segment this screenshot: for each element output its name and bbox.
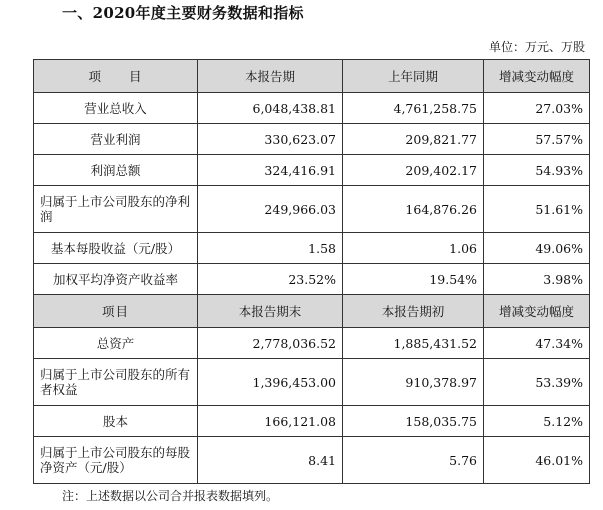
row-item: 归属于上市公司股东的所有者权益 [34, 359, 198, 406]
row-item: 总资产 [34, 328, 198, 359]
table-row [34, 124, 590, 155]
table-row [34, 93, 590, 124]
header-change: 增减变动幅度 [484, 60, 590, 93]
table-row [34, 155, 590, 186]
header-period-end: 本报告期末 [198, 295, 343, 328]
row-item: 归属于上市公司股东的净利润 [34, 186, 198, 233]
row-previous: 209,402.17 [343, 155, 484, 186]
row-change: 51.61% [484, 186, 590, 233]
row-previous: 1,885,431.52 [343, 328, 484, 359]
row-change: 27.03% [484, 93, 590, 124]
table-row [34, 359, 590, 406]
table-row [34, 328, 590, 359]
row-item: 股本 [34, 406, 198, 437]
header-current-period: 本报告期 [198, 60, 343, 93]
row-current: 6,048,438.81 [198, 93, 343, 124]
row-previous: 209,821.77 [343, 124, 484, 155]
row-change: 47.34% [484, 328, 590, 359]
row-previous: 1.06 [343, 233, 484, 264]
header-period-start: 本报告期初 [343, 295, 484, 328]
table-header-row [34, 60, 590, 93]
header-previous-period: 上年同期 [343, 60, 484, 93]
row-current: 330,623.07 [198, 124, 343, 155]
row-current: 8.41 [198, 437, 343, 484]
row-change: 46.01% [484, 437, 590, 484]
row-item: 加权平均净资产收益率 [34, 264, 198, 295]
row-current: 2,778,036.52 [198, 328, 343, 359]
row-current: 1.58 [198, 233, 343, 264]
row-change: 57.57% [484, 124, 590, 155]
row-current: 1,396,453.00 [198, 359, 343, 406]
row-previous: 19.54% [343, 264, 484, 295]
header-item: 项 目 [34, 60, 198, 93]
row-current: 23.52% [198, 264, 343, 295]
footnote: 注：上述数据以公司合并报表数据填列。 [62, 489, 279, 503]
table-row [34, 437, 590, 484]
section-title: 一、2020年度主要财务数据和指标 [62, 4, 304, 22]
unit-label: 单位：万元、万股 [488, 40, 585, 54]
row-change: 54.93% [484, 155, 590, 186]
row-change: 53.39% [484, 359, 590, 406]
row-change: 3.98% [484, 264, 590, 295]
row-previous: 158,035.75 [343, 406, 484, 437]
table-row [34, 264, 590, 295]
financial-data-table [33, 59, 590, 484]
row-item: 归属于上市公司股东的每股净资产（元/股） [34, 437, 198, 484]
row-current: 166,121.08 [198, 406, 343, 437]
row-item: 营业总收入 [34, 93, 198, 124]
row-change: 5.12% [484, 406, 590, 437]
row-item: 营业利润 [34, 124, 198, 155]
table-row [34, 406, 590, 437]
row-current: 324,416.91 [198, 155, 343, 186]
row-previous: 164,876.26 [343, 186, 484, 233]
row-change: 49.06% [484, 233, 590, 264]
row-previous: 5.76 [343, 437, 484, 484]
row-current: 249,966.03 [198, 186, 343, 233]
table-row [34, 186, 590, 233]
row-item: 基本每股收益（元/股） [34, 233, 198, 264]
header-change: 增减变动幅度 [484, 295, 590, 328]
table-row [34, 233, 590, 264]
header-item: 项目 [34, 295, 198, 328]
table-header-row [34, 295, 590, 328]
row-previous: 4,761,258.75 [343, 93, 484, 124]
row-previous: 910,378.97 [343, 359, 484, 406]
row-item: 利润总额 [34, 155, 198, 186]
